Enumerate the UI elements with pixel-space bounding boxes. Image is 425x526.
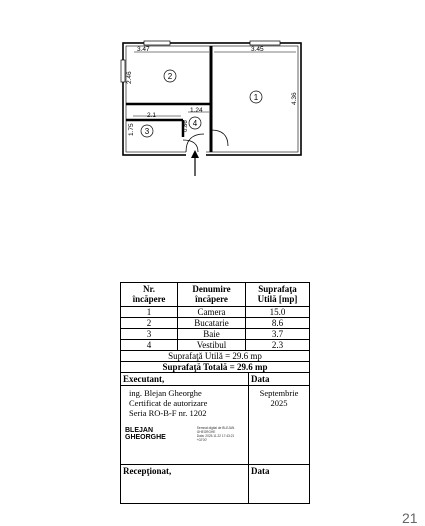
table-row	[121, 329, 309, 340]
dim-hall-width: 1.24	[190, 107, 203, 114]
row-area: 2.3	[271, 340, 284, 350]
window	[144, 41, 170, 45]
room-number-2: 2	[167, 72, 173, 81]
area-table	[120, 282, 310, 504]
receptionat-label: Recepţionat,	[123, 466, 172, 476]
executant-cell	[121, 373, 249, 464]
table-row	[121, 307, 309, 318]
row-nr: 4	[121, 340, 178, 350]
room-number-1: 1	[253, 93, 259, 102]
dim-top-left: 3.47	[137, 46, 150, 53]
date-cell	[249, 373, 309, 464]
total-useful: Suprafaţă Utilă = 29.6 mp	[168, 351, 262, 361]
data-label: Data	[249, 373, 309, 386]
header-area: Suprafaţa Utilă [mp]	[257, 284, 298, 304]
row-name: Bucatarie	[178, 318, 246, 328]
total-total-row	[121, 362, 309, 373]
room-number-4: 4	[192, 119, 198, 128]
row-nr: 3	[121, 329, 178, 339]
door-swing	[211, 130, 228, 146]
floor-plan	[0, 0, 425, 200]
total-useful-row	[121, 351, 309, 362]
digital-signature-stamp	[121, 420, 248, 448]
door-swing	[186, 134, 204, 152]
dim-right-height: 4.36	[291, 92, 298, 105]
data-label-2: Data	[251, 466, 270, 476]
window	[121, 60, 125, 82]
window	[250, 41, 280, 45]
table-header	[121, 283, 309, 307]
stamp-meta: Semnat digital de BLEJAN GHEORGHE Data: 2025.11.22 17:43:21 +02'00'	[196, 426, 235, 442]
executant-section	[121, 373, 309, 465]
row-area: 15.0	[269, 307, 286, 317]
dim-left-height: 2.46	[126, 71, 133, 84]
total-total: Suprafaţă Totală = 29.6 mp	[162, 362, 268, 372]
executant-lines: ing. Blejan Gheorghe Certificat de autorizare Seria RO-B-F nr. 1202	[129, 388, 208, 418]
row-name: Baie	[178, 329, 246, 339]
table-row	[121, 318, 309, 329]
date-cell-2	[249, 465, 309, 503]
receptionat-section	[121, 465, 309, 503]
row-name: Camera	[178, 307, 246, 317]
row-name: Vestibul	[178, 340, 246, 350]
receptionat-cell	[121, 465, 249, 503]
header-nr: Nr. încăpere	[121, 283, 178, 306]
row-nr: 1	[121, 307, 178, 317]
row-area: 8.6	[271, 318, 284, 328]
row-nr: 2	[121, 318, 178, 328]
dim-top-right: 3.45	[251, 46, 264, 53]
stamp-name: BLEJAN GHEORGHE	[125, 427, 166, 441]
dim-hall-height: 0.86	[183, 120, 189, 132]
table-row	[121, 340, 309, 351]
page-number: 21	[402, 510, 418, 526]
room-number-3: 3	[144, 127, 150, 136]
row-area: 3.7	[271, 329, 284, 339]
header-name: Denumire încăpere	[178, 283, 246, 306]
dim-bath-width: 2.1	[147, 112, 157, 119]
date-lines: Septembrie 2025	[259, 388, 299, 408]
dim-bath-height: 1.75	[128, 123, 135, 136]
executant-label: Executant,	[121, 373, 248, 386]
